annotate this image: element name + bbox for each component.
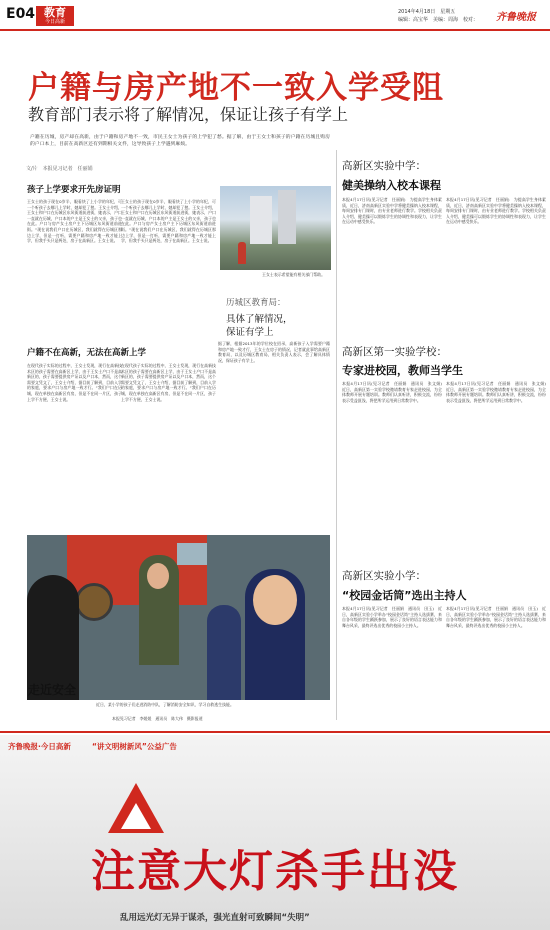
byline: 文/片 本报见习记者 任丽娟 (26, 166, 93, 172)
quote-sub-line2: 具体了解情况， (226, 314, 293, 325)
r2-label: 高新区第一实验学校： (342, 346, 447, 358)
page-code: E04 (6, 6, 36, 22)
a1-title: 孩子上学要求开先房证明 (27, 185, 121, 195)
masthead-rule (0, 29, 550, 31)
person-figure (238, 242, 246, 264)
a1-body: 王女士的孩子现在0岁半，眼看快了上小学的年纪，可一个听孩子去哪儿上学时，她却犯了愁。王女士介绍，王女士和户口在历城区东风街道前进街，她表示，户口一直就在历城，户口本的户主是王女士的父亲，孩子也在此。户口与房产女士房户主下历城区东风街道前进街。“现在说我们户口在历城区，我们就得在历城区那边上学，但是一打听，需要户籍和房产地一致才能上学，但我手头只是两处，房子在高新区。王女士说。 (27, 199, 122, 244)
a1-body2-col2: 在现代孩子实际的过程中，王女士发现，现行在高新技术区的孩子需要在高新区上学，由于王女士户口不是高新区的，孩子需要提供房产证以及户口本，然而，这个需要文凭文了，王女士介绍，据目前了解到，目前入学的家庭，要求户口与房产地一致才行。“我们户口在历城，现在单独在高新区有房，但是不在同一片区，孩子上学不方便，王女士说。 (121, 363, 216, 402)
subhead: 教育部门表示将了解情况，保证让孩子有学上 (28, 105, 349, 124)
headline: 户籍与房产地不一致入学受阻 (28, 70, 444, 106)
main-photo (27, 535, 330, 700)
r3-title: “校园金话筒”选出主持人 (342, 589, 467, 602)
a1-body-col2: 王女士的孩子现在0岁半，眼看快了上小学的年纪，可一个听孩子去哪儿上学时，她却犯了愁。王女士介绍，王女士和户口在历城区东风街道前进街，她表示，户口一直就在历城，户口本的户主是王女士的父亲，孩子也在此。户口与房产女士房户主下历城区东风街道前进街。“现在说我们户口在历城区，我们就得在历城区那边上学，但是一打听，需要户籍和房产地一致才能上学，但我手头只是两处，房子在高新区。王女士说。 (121, 199, 216, 244)
mid-body: 据了解，根据2013年的学位校在招录，高新孩子入学需要户籍和房产地一致才行，王女士在房子的情况，记者就此事给高新区教育局，以及历城区教育局，相关负责人表示，会了解具体情况，保证孩子有学上。 (218, 341, 330, 363)
ad-brand: 齐鲁晚报·今日高新 (8, 742, 71, 751)
truck-window (177, 543, 207, 565)
main-photo-caption: 近日，某小学的孩子们走进消防中队，了解消防安全知识，学习自救逃生技能。 (96, 702, 234, 707)
section-tag (36, 6, 74, 26)
ad-panel (0, 735, 550, 930)
section-title: 教育 (44, 6, 66, 19)
child-figure (207, 605, 241, 700)
r3-body-col2: 本报4月17日讯(见习记者 任丽娟 通讯员 田玉) 近日，高新区实验小学举办“校园金话筒”主持人选拔赛，来自各年级的学生踊跃参加，展示了良好的语言表达能力和舞台风采，最终评选出优秀的校园小主持人。 (446, 606, 546, 628)
saw-disc (75, 583, 113, 621)
side-photo-caption: 王女士表示希望能有相关部门帮助。 (262, 272, 326, 277)
main-photo-label: 走近安全 (28, 683, 77, 697)
r3-label: 高新区实验小学： (342, 570, 426, 582)
side-photo (220, 186, 331, 270)
ad-slogan: 乱用远光灯无异于谋杀，强光直射可致瞬间“失明” (120, 913, 310, 923)
building-shape (250, 196, 272, 244)
ad-rule (0, 731, 550, 733)
r3-body: 本报4月17日讯(见习记者 任丽娟 通讯员 田玉) 近日，高新区实验小学举办“校园金话筒”主持人选拔赛，来自各年级的学生踊跃参加，展示了良好的语言表达能力和舞台风采，最终评选出优秀的校园小主持人。 (342, 606, 442, 628)
r1-title: 健美操纳入校本课程 (342, 179, 441, 192)
r2-body: 本报4月17日讯(见习记者 任丽娟 通讯员 张文娟) 近日，高新区第一实验学校邀请教育专家走进校园，为全体教师开展专题培训。教师们认真听讲，积极交流，纷纷表示受益匪浅，将把所学运用到日常教学中。 (342, 381, 446, 403)
paper-logo: 齐鲁晚报 (496, 12, 536, 23)
r1-label: 高新区实验中学： (342, 160, 426, 172)
ad-campaign: “讲文明树新风”公益广告 (92, 742, 177, 751)
column-divider (336, 150, 337, 720)
a1-body2: 在现代孩子实际的过程中，王女士发现，现行在高新技术区的孩子需要在高新区上学，由于王女士户口不是高新区的，孩子需要提供房产证以及户口本，然而，这个需要文凭文了，王女士介绍，据目前了解到，目前入学的家庭，要求户口与房产地一致才行。“我们户口在历城，现在单独在高新区有房，但是不在同一片区，孩子上学不方便，王女士说。 (27, 363, 122, 402)
firefighter-face (147, 563, 169, 589)
editor-line: 编辑：高宝华 美编：周海 校对： (398, 17, 479, 23)
building-shape (278, 190, 296, 244)
r2-body-col2: 本报4月17日讯(见习记者 任丽娟 通讯员 张文娟) 近日，高新区第一实验学校邀请教育专家走进校园，为全体教师开展专题培训。教师们认真听讲，积极交流，纷纷表示受益匪浅，将把所学运用到日常教学中。 (446, 381, 550, 403)
r2-title: 专家进校园，教师当学生 (342, 364, 463, 377)
a1-sub-title: 户籍不在高新，无法在高新上学 (27, 348, 147, 358)
masthead (0, 0, 550, 30)
child-face (253, 575, 297, 625)
r1-body-col2: 本报4月17日讯(见习记者 任丽娟) 为提高学生身体素质，近日，济南高新区实验中学将健美操纳入校本课程，每周安排专门课时，由专业老师进行教学。学校相关负责人介绍，健美操可以锻炼学生的协调性和表现力，让学生在运动中感受快乐。 (446, 197, 546, 225)
main-photo-credit: 本报见习记者 李媛媛 通讯员 陈大伟 摄影报道 (112, 716, 203, 721)
ad-headline: 注意大灯杀手出没 (91, 846, 459, 897)
warning-sign-inner (121, 803, 151, 829)
date-line: 2014年4月18日 星期五 (398, 9, 456, 15)
lead-intro: 户籍在历城，房产却在高新，由于户籍和房产地不一致，市民王女士为孩子的上学犯了愁。据了解，由于王女士和孩子的户籍在历城且购房的户口本上，目前在高新区还有到期相关文件，这导致孩子上学遇到麻烦。 (30, 135, 330, 147)
section-sub: 今日高新 (44, 19, 65, 25)
r1-body: 本报4月17日讯(见习记者 任丽娟) 为提高学生身体素质，近日，济南高新区实验中学将健美操纳入校本课程，每周安排专门课时，由专业老师进行教学。学校相关负责人介绍，健美操可以锻炼学生的协调性和表现力，让学生在运动中感受快乐。 (342, 197, 442, 225)
quote-sub-line3: 保证有学上 (226, 327, 274, 338)
quote-sub-label: 历城区教育局： (226, 298, 286, 308)
